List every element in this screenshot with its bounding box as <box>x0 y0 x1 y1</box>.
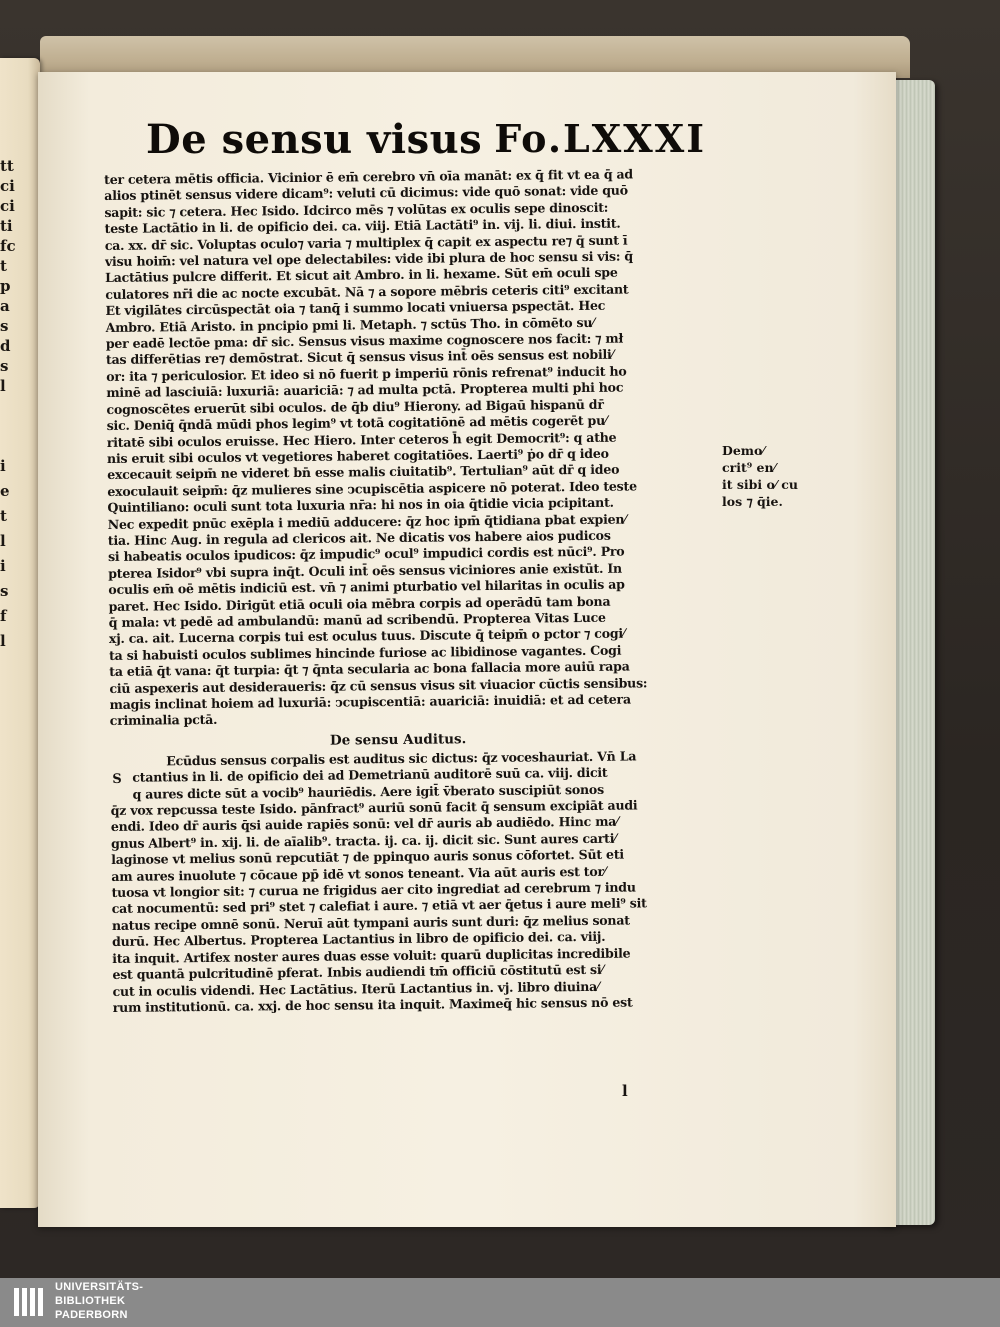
left-page-text-fragment: s <box>0 582 9 600</box>
library-name-line-1: UNIVERSITÄTS- <box>55 1281 144 1293</box>
section-text-line: cat nocumentū: sed pri⁹ stet ⁊ calefiat i aure. ⁊ etiā vt aer q̄etus i aure meli⁹ sit <box>111 895 647 917</box>
left-page-text-fragment: p <box>0 277 11 295</box>
library-name <box>55 1280 143 1322</box>
section-text-line: natus recipe omnē sonū. Neruī aūt tympani auris sunt duri: q̄z melius sonat <box>111 912 630 933</box>
section-text-line: gnus Albert⁹ in. xij. li. de aīalib⁹. tracta. ij. ca. ij. dicit sic. Sunt aures carti⁄ <box>110 830 617 851</box>
text-line: cognoscētes eruerūt sibi oculos. de q̄b diu⁹ Hierony. ad Bigaū hispanū dr̄ <box>106 396 604 417</box>
text-line: sic. Deniq̄ q̄ndā mūdi phos legim⁹ vt totā cogitatiōnē ad mētis cogerēt pu⁄ <box>106 412 607 434</box>
section-heading: De sensu Auditus. <box>329 731 467 749</box>
section-text-line: q aures dicte sūt a vocib⁹ hauriēdis. Aere igit̄ v̄berato suscipiūt sonos <box>132 781 604 802</box>
section-paragraph <box>110 747 713 1016</box>
text-line: tia. Hinc Aug. in regula ad clericos ait. Ne dicatis vos habere aios pudicos <box>107 527 611 548</box>
text-line: paret. Hec Isido. Dirigūt etiā oculi oia mēbra corpis ad operādū tam bona <box>108 593 611 614</box>
text-line: Nec expedit pnūc exēpla i mediū adducere: q̄z hoc ipm̄ q̄tidiana pbat expien⁄ <box>107 511 627 532</box>
section-text-line: tuosa vt longior sit: ⁊ curua ne frigidus aer cito ingrediat ad cerebrum ⁊ indu <box>111 879 636 901</box>
text-line: sapit: sic ⁊ cetera. Hec Isido. Idcirco mēs ⁊ volūtas ex oculis sepe dinoscit: <box>104 199 609 220</box>
left-page-text-fragment: l <box>0 532 6 550</box>
text-line: q̄ mala: vt pedē ad ambulandū: manū ad scribendū. Propterea Vitas Luce <box>108 609 606 630</box>
section-text-line: endi. Ideo dr̄ auris q̄si auide rapiēs sonū: vel dr̄ auris ab audiēdo. Hinc ma⁄ <box>110 814 619 835</box>
left-page-text-fragment: ci <box>0 197 15 215</box>
folio-number: Fo.LXXXI <box>494 116 706 161</box>
marginal-note <box>722 442 810 510</box>
text-line: Ambro. Etiā Aristo. in pncipio pmi li. Metaph. ⁊ sctūs Tho. in cōmēto su⁄ <box>105 314 595 335</box>
text-line: ter cetera mētis officia. Vicinior ē em̄ cerebro vn̄ oīa manāt: ex q̄ fit vt ea q̄ ad <box>104 166 634 187</box>
main-text-block <box>104 166 713 1017</box>
library-footer <box>0 1278 1000 1327</box>
text-line: visu hoim̄: vel natura vel ope delectabiles: vide ibi plura de hoc sensu si vis: q̄ <box>104 248 634 270</box>
left-page-text-fragment: tt <box>0 157 14 175</box>
section-initial-letter: S <box>112 771 122 787</box>
marginal-note-line: los ⁊ q̄ie. <box>722 494 783 509</box>
text-line: ca. xx. dr̄ sic. Voluptas oculo⁊ varia ⁊ multiplex q̄ capit ex aspectu re⁊ q̄ sunt ī <box>104 232 628 253</box>
text-line: xj. ca. ait. Lucerna corpis tui est oculus tuus. Discute q̄ teipm̄ o pctor ⁊ cogi⁄ <box>108 625 625 647</box>
section-text-line: durū. Hec Albertus. Propterea Lactantius in libro de opificio dei. ca. viij. <box>111 929 606 950</box>
section-text-line: ctantius in li. de opificio dei ad Demetrianū auditorē suū ca. viij. dicit <box>132 764 608 785</box>
section-text-line: est quantā pulcritudinē pferat. Inbis audiendi tm̄ officiū cōstitutū est si⁄ <box>112 961 604 983</box>
left-page-text-fragment: i <box>0 457 6 475</box>
book-page <box>38 72 896 1227</box>
left-page-text-fragment: i <box>0 557 6 575</box>
marginal-note-line: it sibi o⁄ cu <box>722 477 798 492</box>
text-line: exoculauit seipm̄: q̄z mulieres sine ↄcupiscētia aspicere nō poterat. Ideo teste <box>107 478 637 499</box>
text-line: magis inclinat hoiem ad luxuriā: ↄcupiscentiā: auariciā: inuidiā: et ad cetera <box>109 691 631 712</box>
text-line: ritatē sibi oculos eruisse. Hec Hiero. Inter ceteros h̄ egit Democrit⁹: q athe <box>106 429 617 450</box>
left-page-text-fragment: e <box>0 482 10 500</box>
text-line: ciū aspexeris aut desideraueris: q̄z cū sensus visus sit viuacior cūctis sensibus: <box>109 674 648 696</box>
running-head <box>146 112 706 172</box>
text-line: excecauit seipm̄ ne videret bn̄ esse malis ciuitatib⁹. Tertulian⁹ aūt dr̄ q ideo <box>107 461 620 483</box>
text-line: Quintiliano: oculi sunt tota luxuria nr̄a: hi nos in oia q̄tidie vicia pcipitant. <box>107 494 614 516</box>
library-name-line-2: BIBLIOTHEK <box>55 1295 126 1307</box>
signature-mark: l <box>622 1082 628 1100</box>
body-paragraph <box>104 166 710 730</box>
section-text-line: Ecūdus sensus corpalis est auditus sic dictus: q̄z voceshauriat. Vn̄ La <box>166 748 637 769</box>
text-line: ta etiā q̄t vana: q̄t turpia: q̄t ⁊ q̄nta secularia ac bona fallacia more auiū rapa <box>109 658 630 680</box>
left-page-text-fragment: t <box>0 257 7 275</box>
left-page-text-fragment: t <box>0 507 7 525</box>
section-text-line: am aures inuolute ⁊ cōcaue pp̄ idē vt sonos teneant. Via aūt auris est tor⁄ <box>111 863 606 884</box>
text-line: oculis em̄ oē mētis indiciū est. vn̄ ⁊ animi pturbatio vel hilaritas in oculis ap <box>108 576 625 598</box>
text-line: Lactātius pulcre differit. Et sicut ait Ambro. in li. hexame. Sūt em̄ oculi spe <box>105 265 618 286</box>
text-line: nis eruit sibi oculos vt vegetiores haberet cogitatiōes. Laerti⁹ ṗo dr̄ q ideo <box>106 445 609 466</box>
left-page-text-fragment: l <box>0 632 6 650</box>
left-page-text-fragment: l <box>0 377 6 395</box>
section-text-line: cut in oculis videndi. Hec Lactātius. Iterū Lactantius in. vj. libro diuina⁄ <box>112 978 599 999</box>
text-line: per eadē lectōe pma: dr̄ sic. Sensus visus maxime cognoscere nos facit: ⁊ mł <box>105 330 624 352</box>
section-text-line: ita inquit. Artifex noster aures duas esse voluit: quarū duplicitas incredibile <box>112 945 631 966</box>
text-line: si habeatis oculos ipudicos: q̄z impudic⁹ ocul⁹ impudici cordis est nūci⁹. Pro <box>107 543 625 565</box>
marginal-note-line: Demo⁄ <box>722 443 765 458</box>
text-line: or: ita ⁊ periculosior. Et ideo si nō fuerit p imperiū rōnis refrenat⁹ inducit ho <box>106 363 627 384</box>
text-line: alios ptinēt sensus videre dicam⁹: veluti cū dicimus: vide quō sonat: vide quō <box>104 182 628 204</box>
text-line: minē ad lasciuiā: luxuriā: auariciā: ⁊ ad multa pctā. Propterea multi phi hoc <box>106 379 624 401</box>
running-head-title: De sensu visus <box>146 116 483 163</box>
marginal-note-line: crit⁹ en⁄ <box>722 460 776 475</box>
text-line: pterea Isidor⁹ vbi supra inq̄t. Oculi int̄ oēs sensus viciniores anie existūt. In <box>108 560 622 581</box>
left-page-text-fragment: ci <box>0 177 15 195</box>
section-text-line: q̄z vox repcussa teste Isido. pānfract⁹ auriū sonū facit q̄ sensum excipiāt audi <box>110 797 638 818</box>
left-facing-page-edge <box>0 58 40 1208</box>
left-page-text-fragment: s <box>0 357 9 375</box>
library-logo-icon <box>12 1284 48 1320</box>
text-line: criminalia pctā. <box>109 712 218 729</box>
left-page-text-fragment: ti <box>0 217 13 235</box>
text-line: tas differētias re⁊ demōstrat. Sicut q̄ sensus visus int̄ oēs sensus est nobili⁄ <box>105 347 614 368</box>
left-page-text-fragment: f <box>0 607 7 625</box>
left-page-text-fragment: a <box>0 297 10 315</box>
left-page-text-fragment: s <box>0 317 9 335</box>
text-line: teste Lactātio in li. de opificio dei. ca. viij. Etiā Lactāti⁹ in. vij. li. diui. instit. <box>104 215 621 237</box>
text-line: culatores nr̄i die ac nocte excubāt. Nā ⁊ a sopore mēbris ceteris citi⁹ excitant <box>105 281 629 302</box>
text-line: ta si habuisti oculos sublimes hincinde furiose ac libidinose vagantes. Cogi <box>108 642 622 663</box>
section-text-line: rum institutionū. ca. xxj. de hoc sensu ita inquit. Maximeq̄ hic sensus nō est <box>112 994 633 1015</box>
left-page-text-fragment: d <box>0 337 11 355</box>
library-name-line-3: PADERBORN <box>55 1309 128 1321</box>
section-text-line: laginose vt melius sonū repcutiāt ⁊ de ppinquo auris sonus cōfortet. Sūt eti <box>111 846 624 868</box>
left-page-text-fragment: fc <box>0 237 16 255</box>
text-line: Et vigilātes circūspectāt oia ⁊ tanq̄ i summo locati vniuersa pspectāt. Hec <box>105 298 606 319</box>
